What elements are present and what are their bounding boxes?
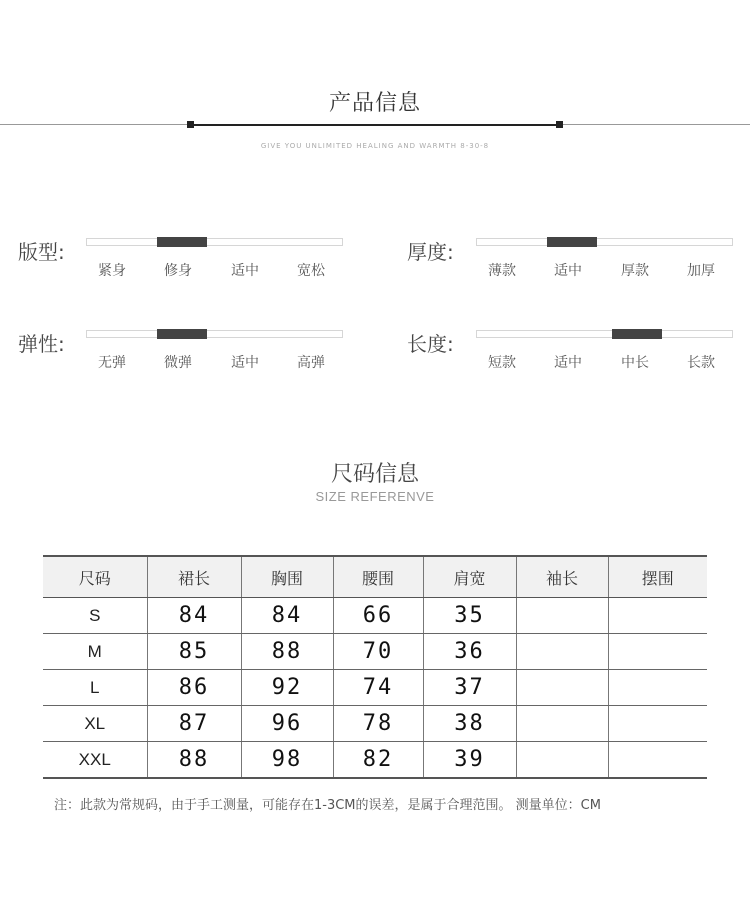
- size-table-header: [43, 556, 707, 598]
- cell-hem: [608, 742, 707, 779]
- col-header-shoulder: 肩宽: [423, 556, 516, 598]
- table-row: [43, 670, 707, 706]
- cell-waist: 74: [333, 670, 423, 706]
- attr-elasticity-option: 适中: [231, 355, 259, 371]
- title-divider: [190, 124, 560, 126]
- col-header-length: 裙长: [147, 556, 241, 598]
- cell-sleeve: [516, 670, 608, 706]
- cell-sleeve: [516, 598, 608, 634]
- attr-thickness-option: 适中: [554, 263, 582, 279]
- table-row: [43, 598, 707, 634]
- cell-bust: 84: [241, 598, 333, 634]
- cell-shoulder: 37: [423, 670, 516, 706]
- col-header-size: 尺码: [43, 556, 147, 598]
- cell-bust: 96: [241, 706, 333, 742]
- attr-elasticity-label: 弹性:: [18, 332, 65, 356]
- cell-sleeve: [516, 634, 608, 670]
- attr-elasticity-track: [86, 330, 343, 338]
- attr-fit-option: 修身: [164, 263, 192, 279]
- cell-bust: 92: [241, 670, 333, 706]
- attr-fit-track: [86, 238, 343, 246]
- cell-hem: [608, 598, 707, 634]
- attr-length-option: 长款: [687, 355, 715, 371]
- col-header-waist: 腰围: [333, 556, 423, 598]
- table-row: [43, 742, 707, 779]
- attr-elasticity-marker: [157, 329, 207, 339]
- divider-dot-left: [187, 121, 194, 128]
- size-section-subtitle: SIZE REFERENVE: [315, 489, 435, 504]
- attr-thickness-marker: [547, 237, 597, 247]
- cell-hem: [608, 634, 707, 670]
- divider-dot-right: [556, 121, 563, 128]
- cell-sleeve: [516, 742, 608, 779]
- attr-length-option: 适中: [554, 355, 582, 371]
- col-header-sleeve: 袖长: [516, 556, 608, 598]
- cell-size: M: [43, 634, 147, 670]
- cell-size: L: [43, 670, 147, 706]
- attr-length-marker: [612, 329, 662, 339]
- cell-size: XXL: [43, 742, 147, 779]
- cell-waist: 82: [333, 742, 423, 779]
- cell-length: 86: [147, 670, 241, 706]
- attr-fit-option: 紧身: [98, 263, 126, 279]
- cell-hem: [608, 670, 707, 706]
- attr-elasticity-option: 高弹: [297, 355, 325, 371]
- cell-waist: 78: [333, 706, 423, 742]
- cell-length: 87: [147, 706, 241, 742]
- title-divider-right: [560, 124, 750, 125]
- cell-shoulder: 36: [423, 634, 516, 670]
- cell-length: 84: [147, 598, 241, 634]
- cell-size: XL: [43, 706, 147, 742]
- attr-elasticity-option: 无弹: [98, 355, 126, 371]
- cell-bust: 98: [241, 742, 333, 779]
- attr-elasticity-option: 微弹: [164, 355, 192, 371]
- cell-waist: 70: [333, 634, 423, 670]
- size-section-title: 尺码信息: [330, 462, 419, 487]
- cell-size: S: [43, 598, 147, 634]
- title-divider-left: [0, 124, 190, 125]
- size-table: [43, 555, 707, 779]
- cell-length: 88: [147, 742, 241, 779]
- attr-fit-option: 宽松: [297, 263, 325, 279]
- attr-length-option: 中长: [621, 355, 649, 371]
- table-row: [43, 706, 707, 742]
- attr-length-label: 长度:: [407, 332, 454, 356]
- col-header-bust: 胸围: [241, 556, 333, 598]
- cell-shoulder: 35: [423, 598, 516, 634]
- cell-shoulder: 39: [423, 742, 516, 779]
- page-title: 产品信息: [328, 91, 421, 116]
- col-header-hem: 摆围: [608, 556, 707, 598]
- attr-thickness-option: 加厚: [687, 263, 715, 279]
- attr-thickness-label: 厚度:: [407, 240, 454, 264]
- attr-fit-label: 版型:: [18, 240, 65, 264]
- cell-shoulder: 38: [423, 706, 516, 742]
- attr-fit-option: 适中: [231, 263, 259, 279]
- attr-thickness-option: 厚款: [621, 263, 649, 279]
- attr-thickness-option: 薄款: [488, 263, 516, 279]
- cell-hem: [608, 706, 707, 742]
- cell-waist: 66: [333, 598, 423, 634]
- attr-length-track: [476, 330, 733, 338]
- attr-thickness-track: [476, 238, 733, 246]
- attr-length-option: 短款: [488, 355, 516, 371]
- table-row: [43, 634, 707, 670]
- measurement-note: 注：此款为常规码，由于手工测量，可能存在1-3CM的误差，是属于合理范围。 测量单位：CM: [54, 798, 601, 813]
- cell-bust: 88: [241, 634, 333, 670]
- attr-fit-marker: [157, 237, 207, 247]
- page-subtitle: GIVE YOU UNLIMITED HEALING AND WARMTH 8-30-8: [260, 142, 490, 150]
- cell-length: 85: [147, 634, 241, 670]
- cell-sleeve: [516, 706, 608, 742]
